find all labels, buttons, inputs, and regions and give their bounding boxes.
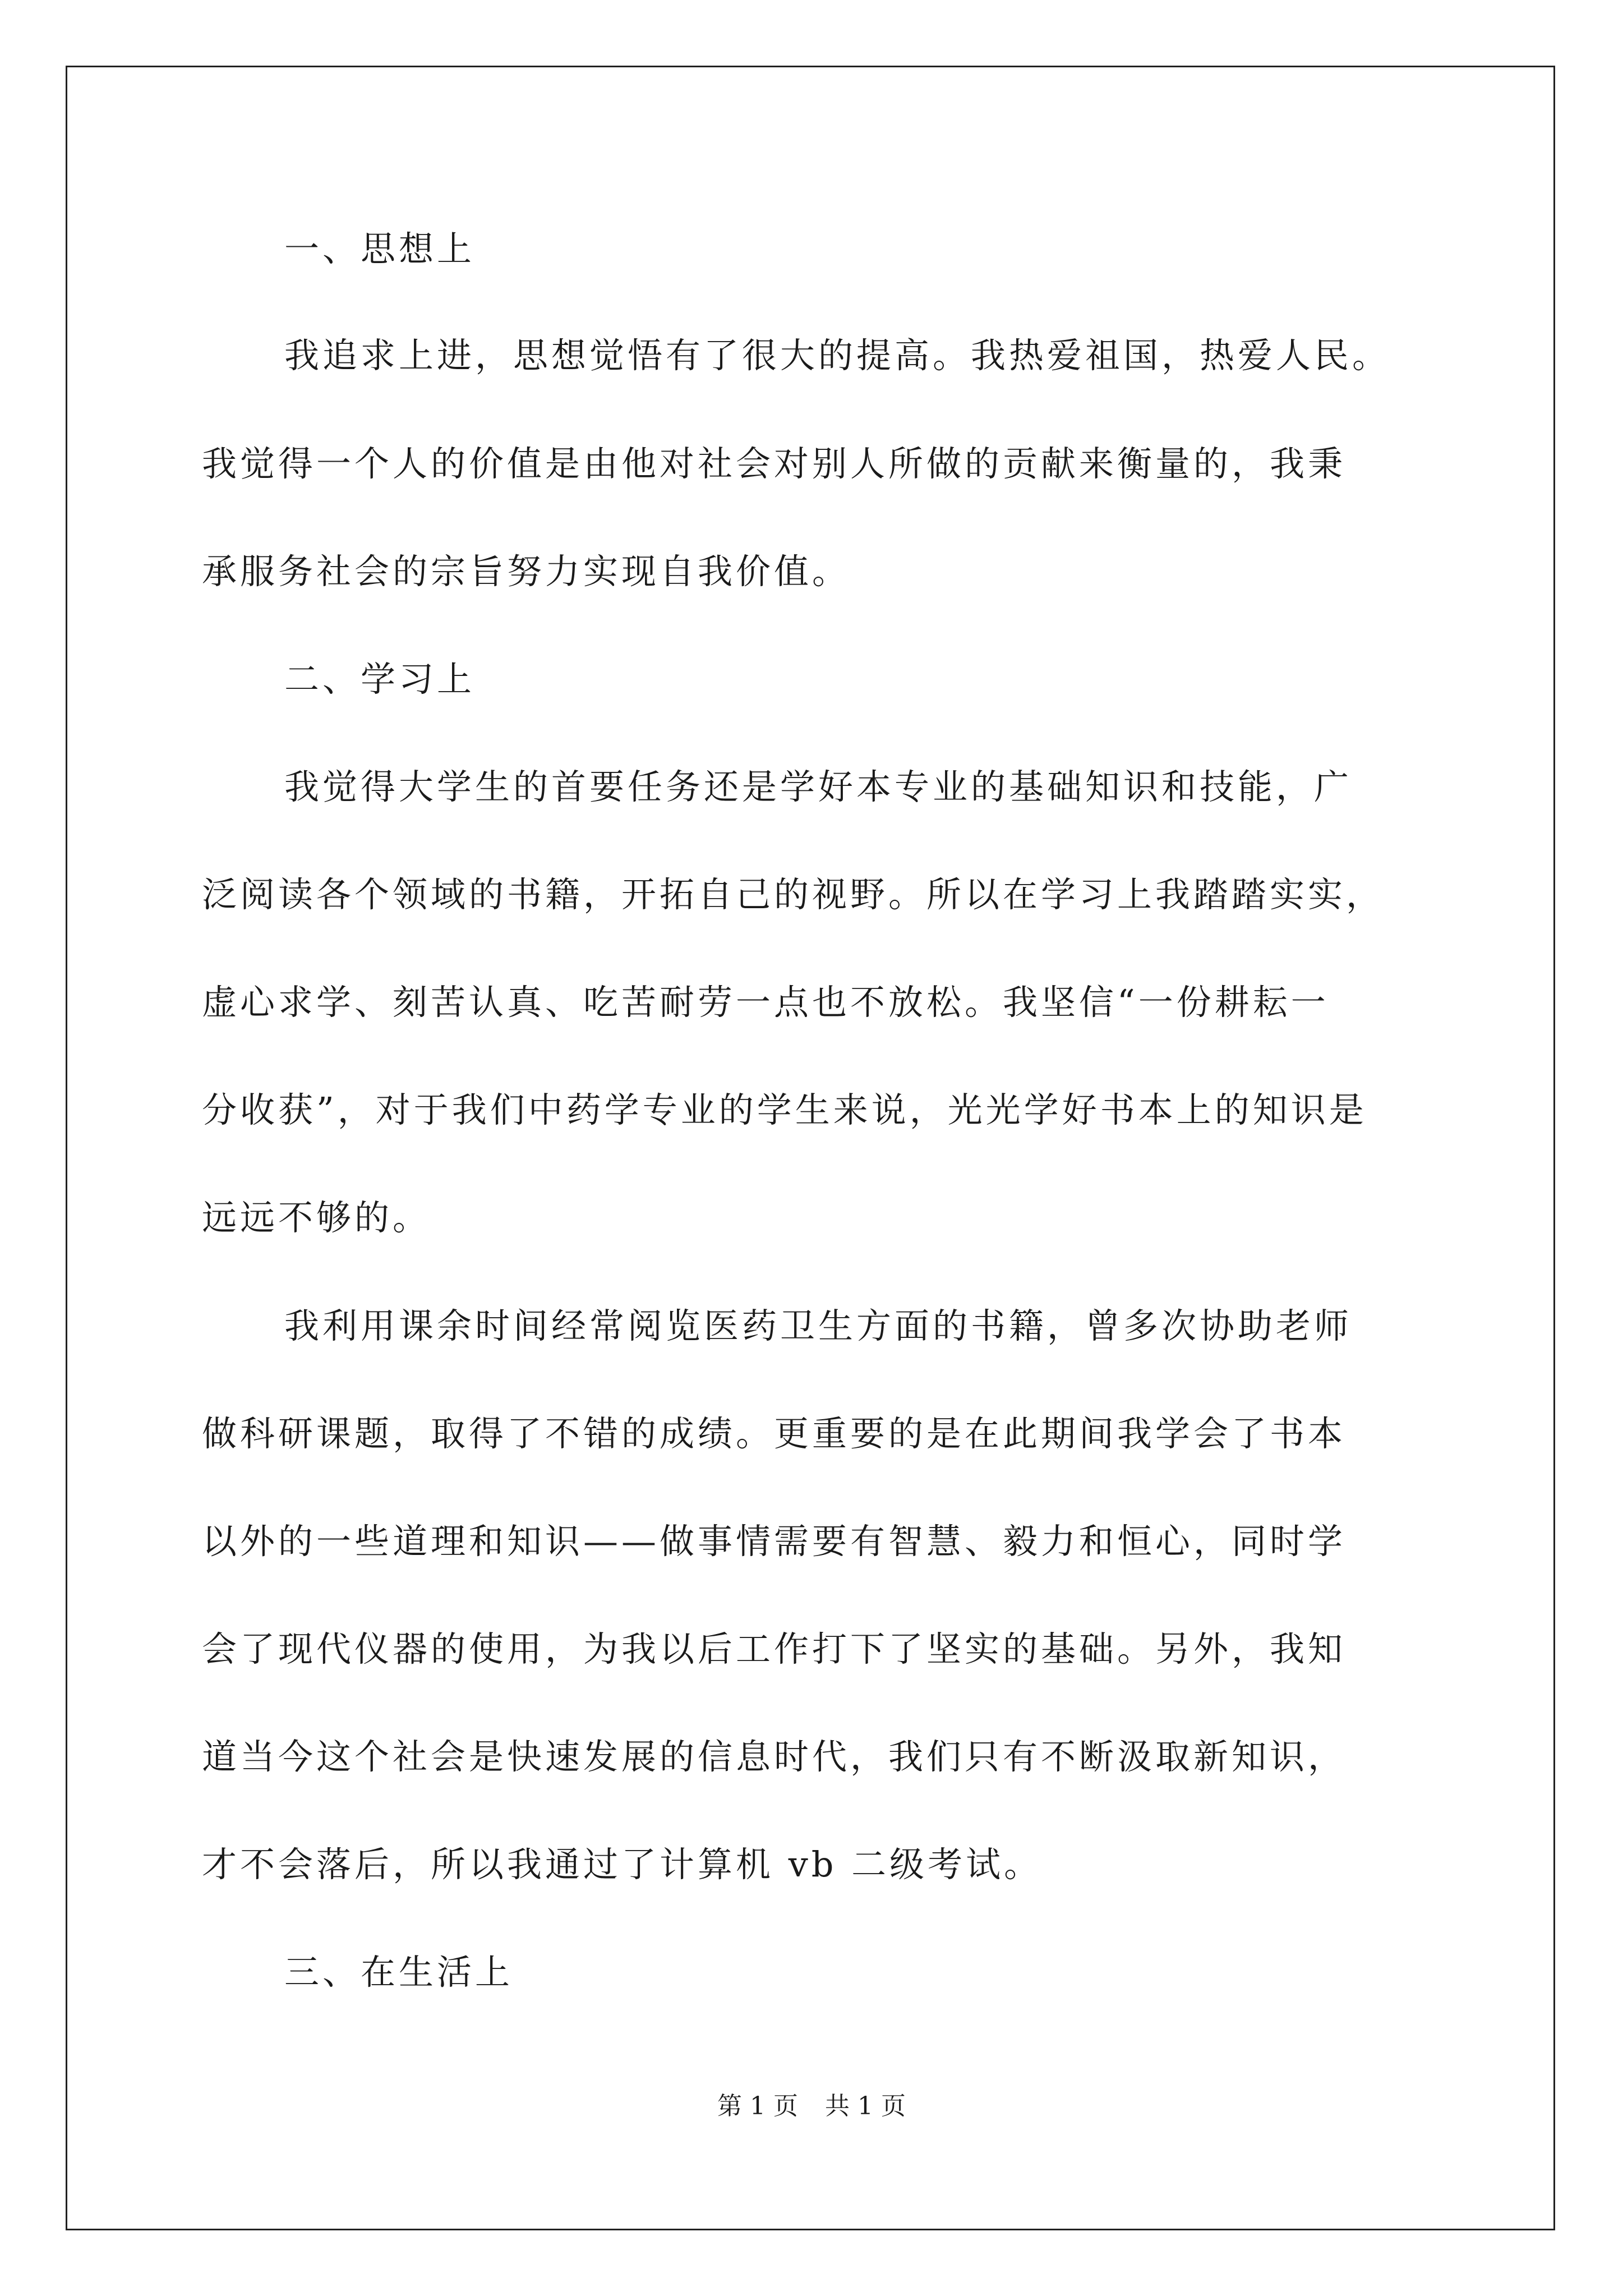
paragraph-line: 承服务社会的宗旨努力实现自我价值。 — [202, 551, 851, 592]
page-number: 第 1 页 — [717, 2092, 798, 2120]
paragraph-line: 虚心求学、刻苦认真、吃苦耐劳一点也不放松。我坚信“一份耕耘一 — [202, 982, 1329, 1023]
paragraph-line: 我觉得一个人的价值是由他对社会对别人所做的贡献来衡量的，我秉 — [202, 443, 1347, 484]
paragraph-line: 会了现代仪器的使用，为我以后工作打下了坚实的基础。另外，我知 — [202, 1628, 1347, 1669]
paragraph-line: 才不会落后，所以我通过了计算机 vb 二级考试。 — [202, 1844, 1043, 1885]
heading-thought: 一、思想上 — [284, 228, 476, 269]
page-footer — [0, 2094, 1623, 2119]
paragraph-line: 以外的一些道理和知识——做事情需要有智慧、毅力和恒心，同时学 — [202, 1521, 1347, 1562]
page-border — [66, 66, 1555, 2230]
paragraph-line: 做科研课题，取得了不错的成绩。更重要的是在此期间我学会了书本 — [202, 1413, 1347, 1454]
paragraph-line: 远远不够的。 — [202, 1197, 431, 1238]
paragraph-line: 我觉得大学生的首要任务还是学好本专业的基础知识和技能，广 — [284, 766, 1353, 807]
heading-study: 二、学习上 — [284, 659, 476, 700]
paragraph-line: 泛阅读各个领域的书籍，开拓自己的视野。所以在学习上我踏踏实实， — [202, 874, 1385, 915]
paragraph-line: 分收获”，对于我们中药学专业的学生来说，光光学好书本上的知识是 — [202, 1089, 1367, 1130]
paragraph-line: 我利用课余时间经常阅览医药卫生方面的书籍，曾多次协助老师 — [284, 1305, 1353, 1346]
page-total: 共 1 页 — [825, 2092, 906, 2120]
paragraph-line: 我追求上进，思想觉悟有了很大的提高。我热爱祖国，热爱人民。 — [284, 335, 1391, 376]
paragraph-line: 道当今这个社会是快速发展的信息时代，我们只有不断汲取新知识， — [202, 1736, 1347, 1777]
heading-life: 三、在生活上 — [284, 1952, 514, 1993]
